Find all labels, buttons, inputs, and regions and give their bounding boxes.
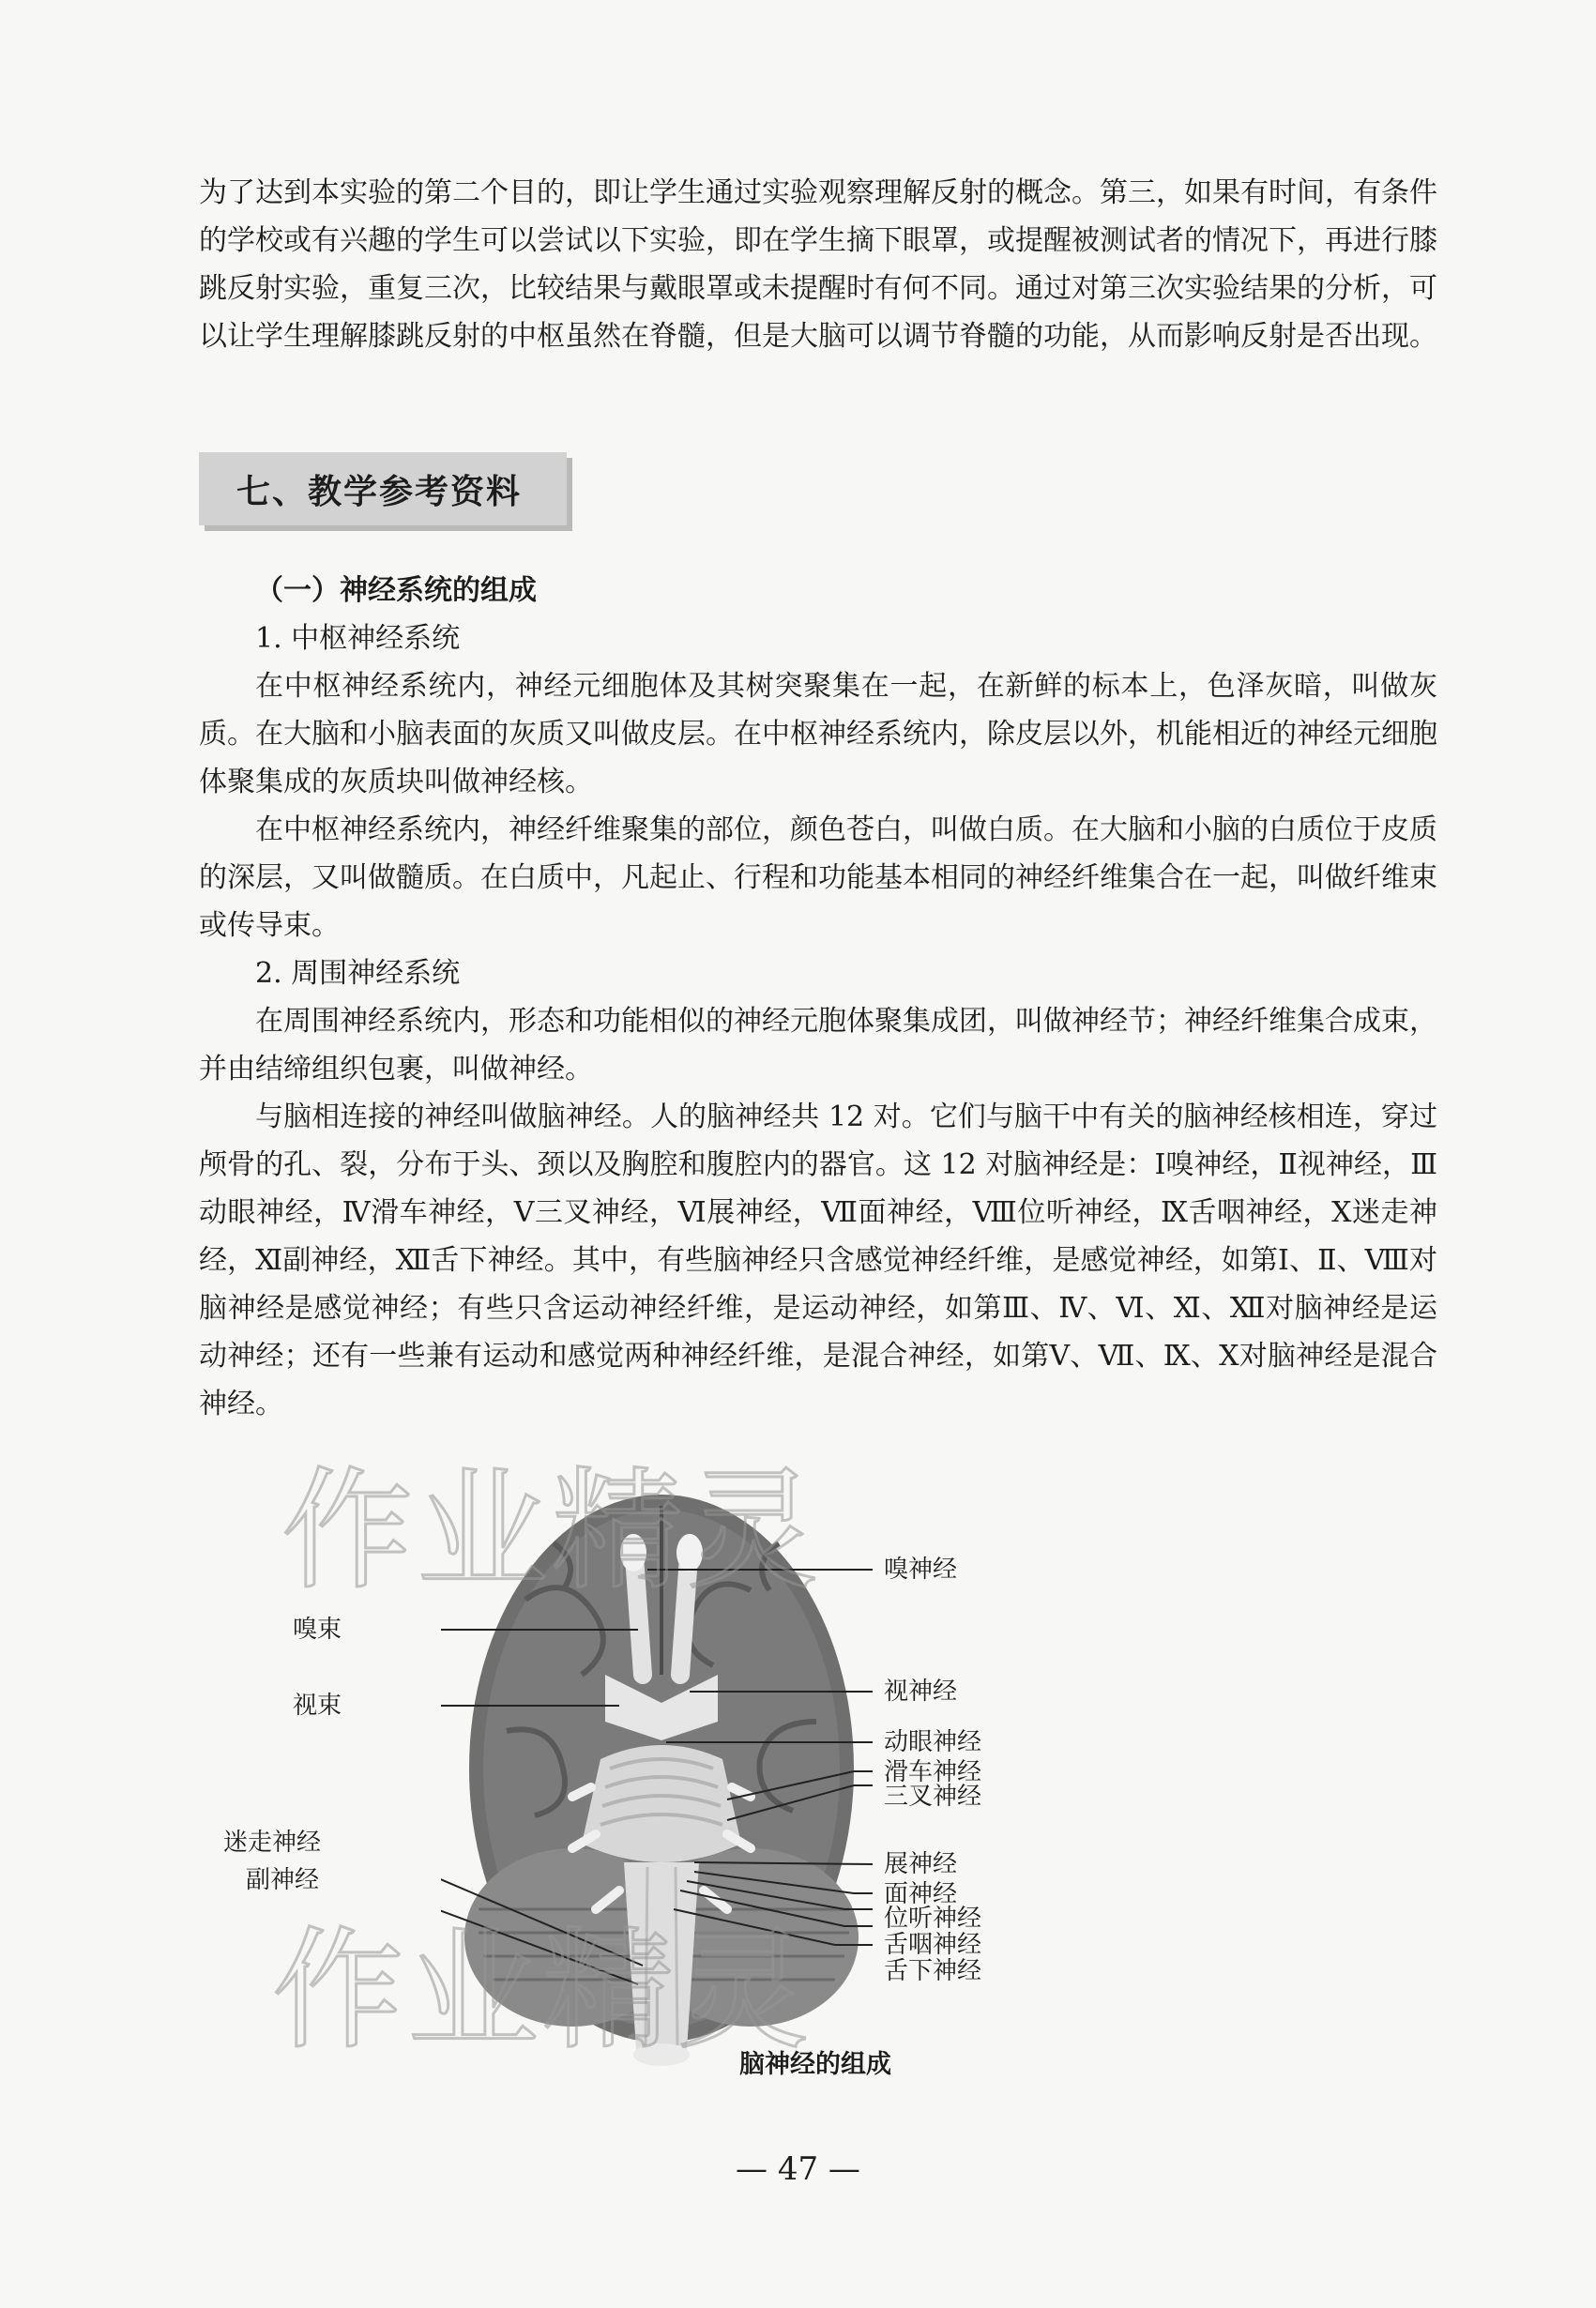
paragraph-ganglion: 在周围神经系统内，形态和功能相似的神经元胞体聚集成团，叫做神经节；神经纤维集合成束，并由结缔组织包裹，叫做神经。 bbox=[199, 1005, 1437, 1086]
section-title: 七、教学参考资料 bbox=[236, 473, 523, 511]
paragraph-white-matter: 在中枢神经系统内，神经纤维聚集的部位，颜色苍白，叫做白质。在大脑和小脑的白质位于皮质的深层，又叫做髓质。在白质中，凡起止、行程和功能基本相同的神经纤维集合在一起，叫做纤维束或传导束。 bbox=[199, 813, 1437, 942]
label-vagus-nerve: 迷走神经 bbox=[223, 1829, 322, 1857]
paragraph-cranial-nerves: 与脑相连接的神经叫做脑神经。人的脑神经共 12 对。它们与脑干中有关的脑神经核相连，穿过颅骨的孔、裂，分布于头、颈以及胸腔和腹腔内的器官。这 12 对脑神经是：Ⅰ嗅神经，Ⅱ视神经，Ⅲ动眼神经，Ⅳ滑车神经，Ⅴ三叉神经，Ⅵ展神经，Ⅶ面神经，Ⅷ位听神经，Ⅸ舌咽神经，Ⅹ迷走神经，Ⅺ副神经，Ⅻ舌下神经。其中，有些脑神经只含感觉神经纤维，是感觉神经，如第Ⅰ、Ⅱ、Ⅷ对脑神经是感觉神经；有些只含运动神经纤维，是运动神经，如第Ⅲ、Ⅳ、Ⅵ、Ⅺ、Ⅻ对脑神经是运动神经；还有一些兼有运动和感觉两种神经纤维，是混合神经，如第Ⅴ、Ⅶ、Ⅸ、Ⅹ对脑神经是混合神经。 bbox=[199, 1101, 1437, 1420]
label-hypoglossal-nerve: 舌下神经 bbox=[884, 1957, 982, 1985]
label-facial-nerve: 面神经 bbox=[884, 1880, 958, 1908]
label-olfactory-tract: 嗅束 bbox=[293, 1616, 342, 1644]
label-abducens-nerve: 展神经 bbox=[884, 1850, 958, 1878]
label-optic-tract: 视束 bbox=[293, 1692, 342, 1720]
figure-caption: 脑神经的组成 bbox=[739, 2050, 891, 2079]
intro-paragraph: 为了达到本实验的第二个目的，即让学生通过实验观察理解反射的概念。第三，如果有时间，有条件的学校或有兴趣的学生可以尝试以下实验，即在学生摘下眼罩，或提醒被测试者的情况下，再进行膝跳反射实验，重复三次，比较结果与戴眼罩或未提醒时有何不同。通过对第三次实验结果的分析，可以让学生理解膝跳反射的中枢虽然在脊髓，但是大脑可以调节脊髓的功能，从而影响反射是否出现。 bbox=[199, 176, 1437, 353]
subsection-heading-central: 1. 中枢神经系统 bbox=[255, 622, 461, 655]
subsection-heading: （一）神经系统的组成 bbox=[255, 574, 537, 607]
label-trigeminal-nerve: 三叉神经 bbox=[884, 1783, 982, 1811]
page-number: — 47 — bbox=[736, 2150, 860, 2188]
section-heading-box bbox=[199, 452, 567, 525]
label-olfactory-nerve: 嗅神经 bbox=[884, 1556, 958, 1584]
label-glossopharyngeal-nerve: 舌咽神经 bbox=[884, 1931, 982, 1959]
paragraph-gray-matter: 在中枢神经系统内，神经元细胞体及其树突聚集在一起，在新鲜的标本上，色泽灰暗，叫做灰质。在大脑和小脑表面的灰质又叫做皮层。在中枢神经系统内，除皮层以外，机能相近的神经元细胞体聚集成的灰质块叫做神经核。 bbox=[199, 670, 1437, 798]
watermark-bottom: 作业精灵 bbox=[272, 1915, 813, 2068]
label-trochlear-nerve: 滑车神经 bbox=[884, 1758, 982, 1786]
watermark-top: 作业精灵 bbox=[281, 1455, 823, 1608]
label-vestibulocochlear-nerve: 位听神经 bbox=[884, 1905, 982, 1933]
label-optic-nerve: 视神经 bbox=[884, 1678, 958, 1706]
subsection-heading-peripheral: 2. 周围神经系统 bbox=[255, 957, 461, 990]
label-oculomotor-nerve: 动眼神经 bbox=[884, 1728, 982, 1756]
label-accessory-nerve: 副神经 bbox=[246, 1866, 320, 1894]
